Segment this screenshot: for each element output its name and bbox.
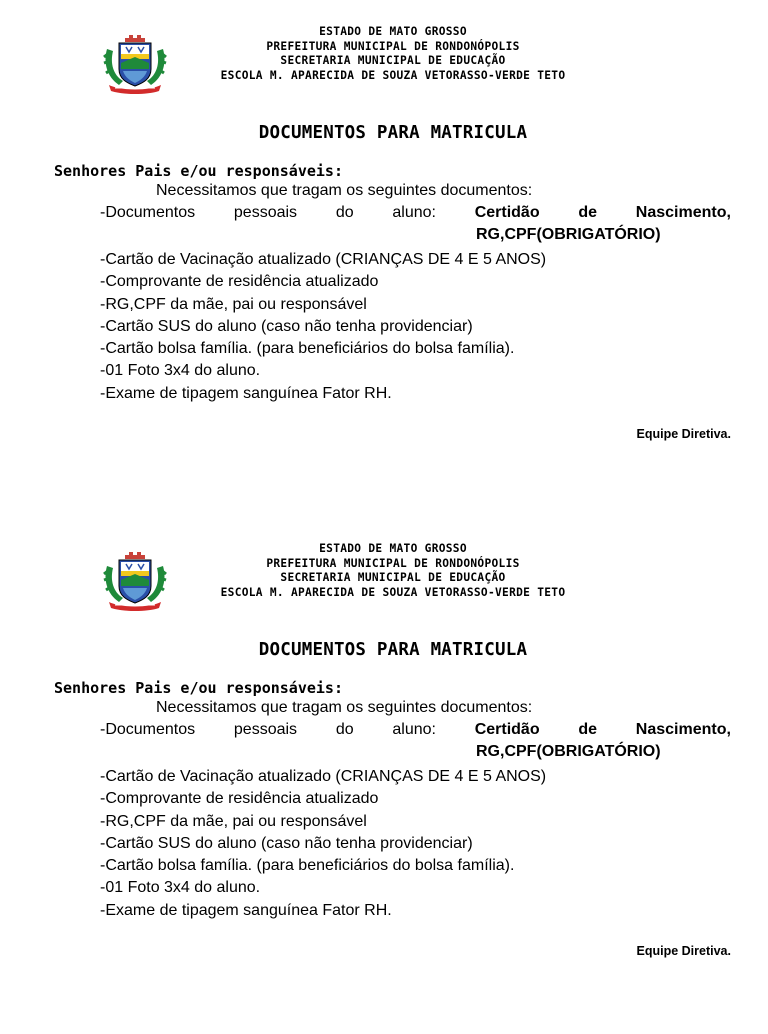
personal-documents-line <box>100 721 731 739</box>
letterhead-state: ESTADO DE MATO GROSSO <box>319 25 467 38</box>
list-item: -Cartão de Vacinação atualizado (CRIANÇAS DE 4 E 5 ANOS) <box>100 251 547 268</box>
doc-word: -Documentos <box>100 204 196 221</box>
list-item: -RG,CPF da mãe, pai ou responsável <box>100 295 367 313</box>
greeting: Senhores Pais e/ou responsáveis: <box>54 679 343 697</box>
greeting: Senhores Pais e/ou responsáveis: <box>54 162 343 180</box>
letterhead <box>120 25 666 83</box>
doc-word: aluno: <box>392 721 436 738</box>
list-item: -Exame de tipagem sanguínea Fator RH. <box>100 901 392 919</box>
list-item: -Cartão de Vacinação atualizado (CRIANÇAS DE 4 E 5 ANOS) <box>100 768 547 785</box>
doc-word-bold: de <box>578 204 598 221</box>
personal-documents-continuation: RG,CPF(OBRIGATÓRIO) <box>476 743 661 760</box>
letterhead-state: ESTADO DE MATO GROSSO <box>319 542 467 555</box>
document-title: DOCUMENTOS PARA MATRICULA <box>258 123 528 143</box>
doc-word: pessoais <box>233 204 298 221</box>
doc-word-bold: Nascimento, <box>635 204 731 221</box>
doc-word-bold: Certidão <box>474 721 540 738</box>
list-item: -Cartão SUS do aluno (caso não tenha providenciar) <box>100 834 473 852</box>
document-list <box>100 249 546 405</box>
notice-copy <box>0 517 768 1034</box>
doc-word: -Documentos <box>100 721 196 738</box>
signature: Equipe Diretiva. <box>636 427 731 441</box>
letterhead-prefecture: PREFEITURA MUNICIPAL DE RONDONÓPOLIS <box>266 556 520 570</box>
doc-word-bold: de <box>578 721 598 738</box>
personal-documents-line <box>100 204 731 222</box>
letterhead <box>120 542 666 600</box>
letterhead-school: ESCOLA M. APARECIDA DE SOUZA VETORASSO-VERDE TETO <box>220 585 566 599</box>
document-list <box>100 766 546 922</box>
list-item: -Cartão SUS do aluno (caso não tenha providenciar) <box>100 317 473 335</box>
doc-word-bold: Nascimento, <box>635 721 731 738</box>
doc-word: pessoais <box>233 721 298 738</box>
doc-word: do <box>335 204 354 221</box>
list-item: -01 Foto 3x4 do aluno. <box>100 879 261 897</box>
doc-word-bold: Certidão <box>474 204 540 221</box>
document-title: DOCUMENTOS PARA MATRICULA <box>258 640 528 660</box>
letterhead-secretariat: SECRETARIA MUNICIPAL DE EDUCAÇÃO <box>280 54 506 67</box>
signature: Equipe Diretiva. <box>636 944 731 958</box>
list-item: -01 Foto 3x4 do aluno. <box>100 362 261 380</box>
list-item: -RG,CPF da mãe, pai ou responsável <box>100 812 367 830</box>
list-item: -Cartão bolsa família. (para beneficiários do bolsa família). <box>100 857 515 875</box>
letterhead-prefecture: PREFEITURA MUNICIPAL DE RONDONÓPOLIS <box>266 39 520 53</box>
personal-documents-continuation: RG,CPF(OBRIGATÓRIO) <box>476 226 661 243</box>
list-item: -Comprovante de residência atualizado <box>100 790 379 808</box>
list-item: -Comprovante de residência atualizado <box>100 273 379 291</box>
letterhead-secretariat: SECRETARIA MUNICIPAL DE EDUCAÇÃO <box>280 571 506 584</box>
letterhead-school: ESCOLA M. APARECIDA DE SOUZA VETORASSO-VERDE TETO <box>220 68 566 82</box>
list-item: -Exame de tipagem sanguínea Fator RH. <box>100 384 392 402</box>
doc-word: aluno: <box>392 204 436 221</box>
intro-text: Necessitamos que tragam os seguintes documentos: <box>156 182 533 199</box>
intro-text: Necessitamos que tragam os seguintes documentos: <box>156 699 533 716</box>
doc-word: do <box>335 721 354 738</box>
list-item: -Cartão bolsa família. (para beneficiários do bolsa família). <box>100 340 515 358</box>
